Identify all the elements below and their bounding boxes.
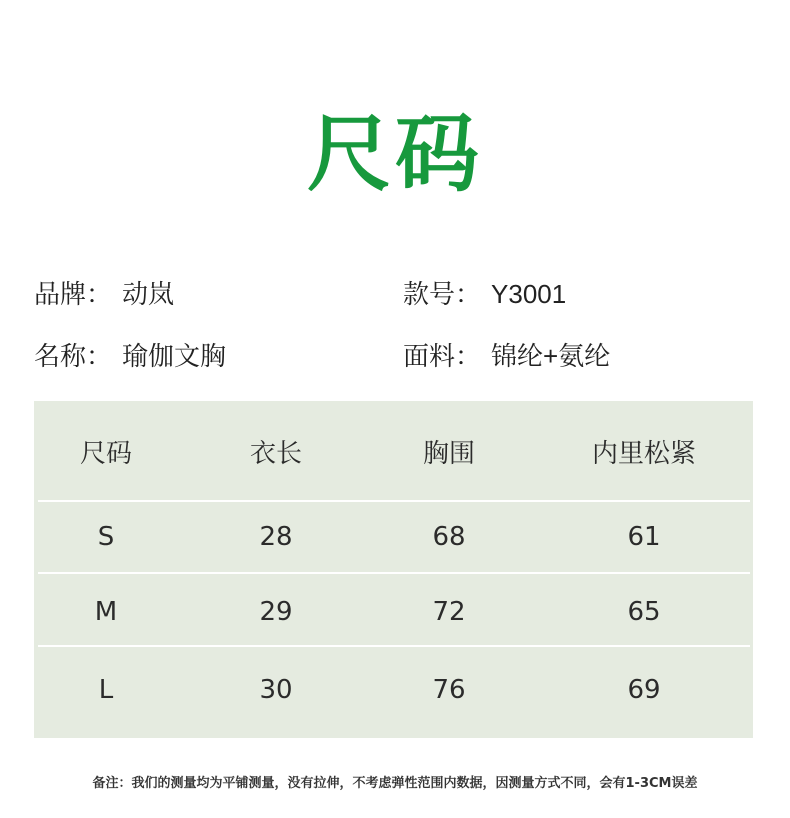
table-row (34, 647, 753, 733)
fabric-info (403, 338, 610, 374)
brand-value: 动岚 (122, 279, 175, 309)
header-length: 衣长 (249, 438, 302, 469)
header-size: 尺码 (79, 438, 132, 469)
info-row-1 (0, 276, 790, 312)
table-header-row (34, 401, 753, 501)
page-title: 尺码 (306, 105, 483, 203)
footnote: 备注：我们的测量均为平铺测量，没有拉伸，不考虑弹性范围内数据，因测量方式不同，会有1-3CM误差 (92, 776, 698, 791)
model-label: 款号： (403, 279, 482, 309)
cell-chest: 68 (432, 522, 466, 552)
cell-size: S (97, 522, 115, 552)
cell-lining-elasticity: 65 (627, 597, 661, 627)
cell-lining-elasticity: 69 (627, 675, 661, 705)
info-row-2 (0, 338, 790, 374)
cell-length: 30 (259, 675, 293, 705)
table-row (34, 502, 753, 572)
name-info (34, 338, 226, 374)
model-value: Y3001 (491, 279, 567, 309)
name-label: 名称： (34, 341, 113, 371)
cell-length: 28 (259, 522, 293, 552)
header-chest: 胸围 (422, 438, 475, 469)
cell-lining-elasticity: 61 (627, 522, 661, 552)
cell-length: 29 (259, 597, 293, 627)
cell-chest: 72 (432, 597, 466, 627)
fabric-label: 面料： (403, 341, 482, 371)
cell-size: M (94, 597, 118, 627)
cell-size: L (98, 675, 114, 705)
brand-label: 品牌： (34, 279, 113, 309)
size-table (34, 401, 753, 738)
name-value: 瑜伽文胸 (122, 341, 227, 371)
table-row (34, 574, 753, 650)
header-lining-elasticity: 内里松紧 (591, 438, 696, 469)
brand-info (34, 276, 174, 312)
fabric-value: 锦纶+氨纶 (491, 341, 611, 371)
cell-chest: 76 (432, 675, 466, 705)
model-info (403, 276, 566, 312)
